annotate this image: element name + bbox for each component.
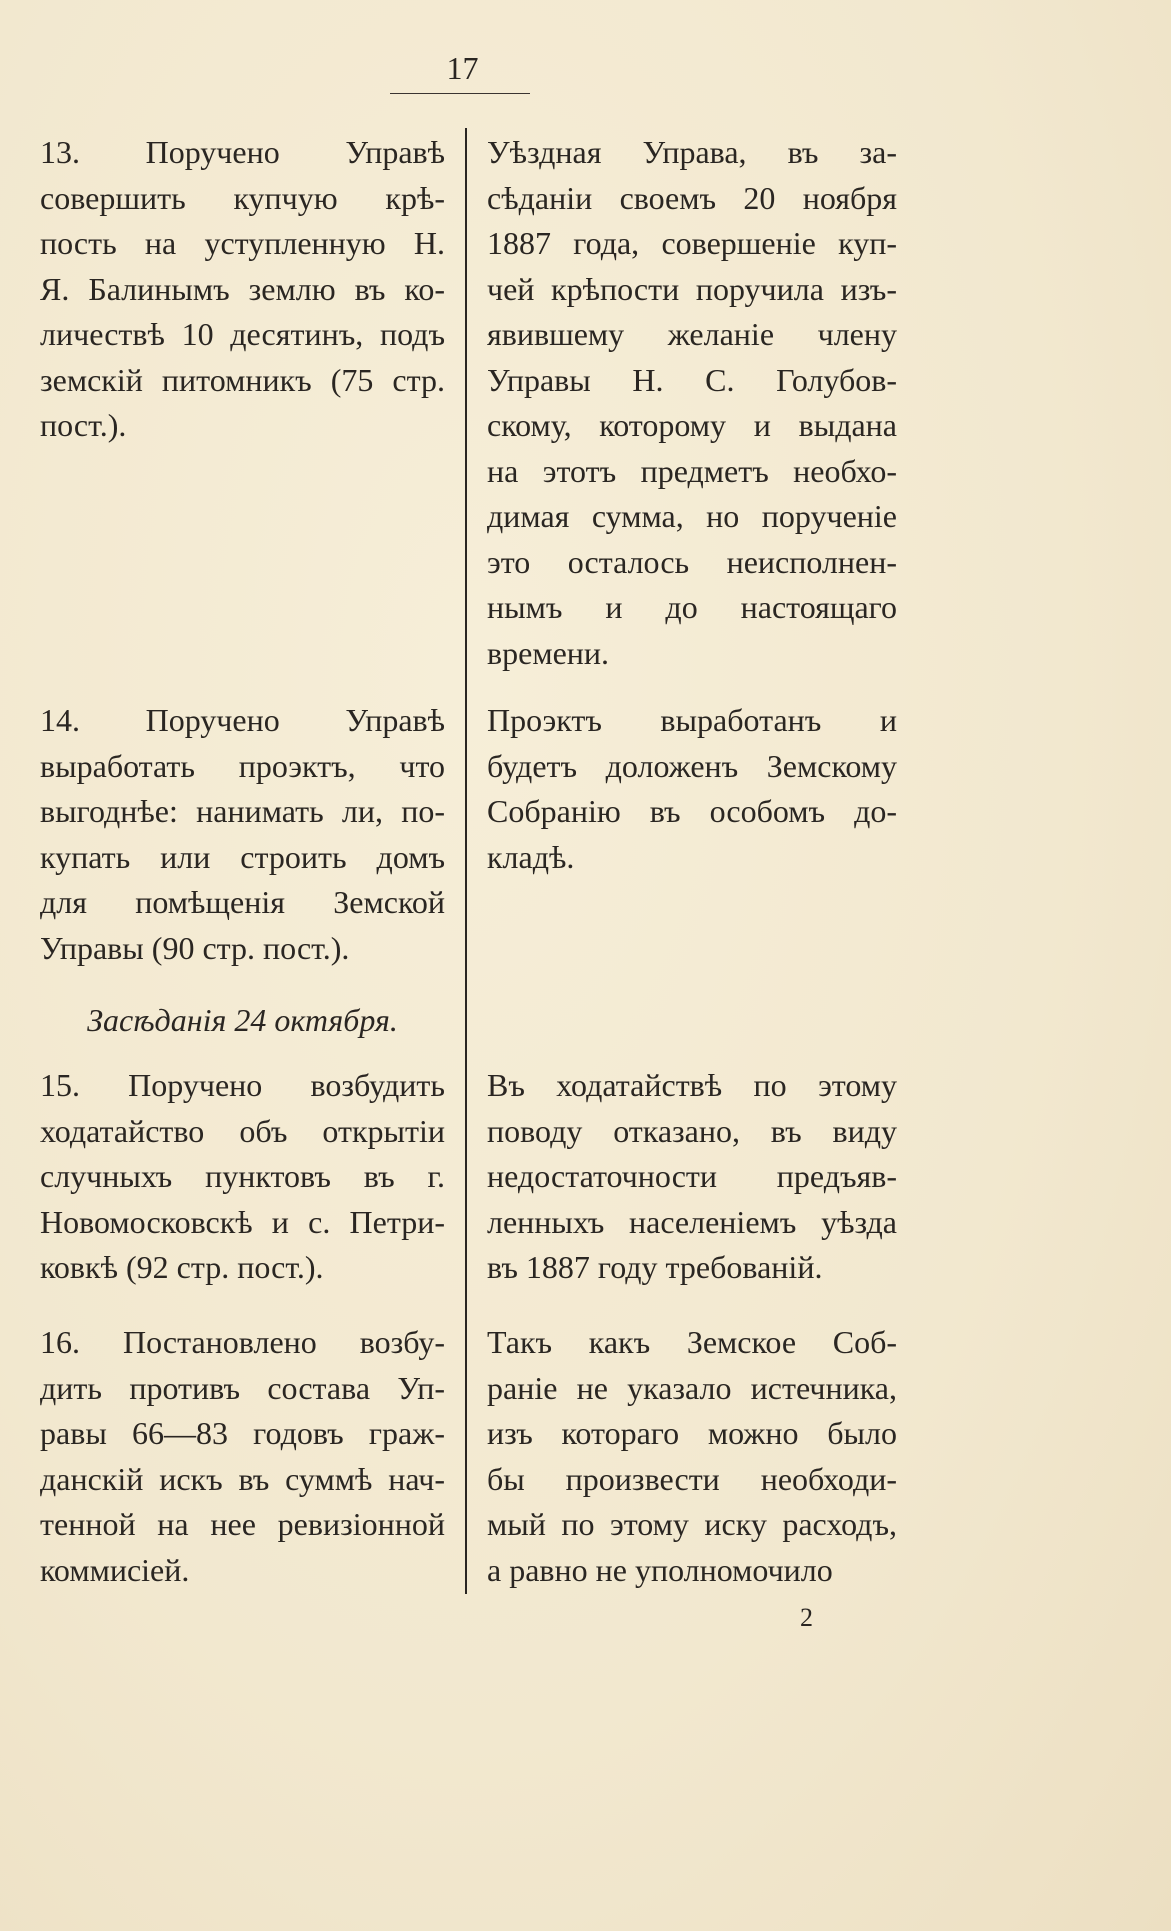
- text-line: дить противъ состава Уп-: [40, 1369, 445, 1406]
- signature-mark: 2: [800, 1603, 813, 1632]
- text-line: на этотъ предметъ необхо-: [487, 452, 897, 489]
- text-line: изъ котораго можно было: [487, 1415, 897, 1451]
- text-line: раніе не указало истечника,: [487, 1369, 897, 1406]
- text-line: 14. Поручено Управѣ: [40, 702, 445, 738]
- header-rule: [390, 93, 530, 94]
- text-line: 16. Постановлено возбу-: [40, 1324, 445, 1360]
- text-line: нымъ и до настоящаго: [487, 589, 897, 625]
- text-line: пост.).: [40, 407, 127, 443]
- text-line: бы произвести необходи-: [487, 1460, 897, 1497]
- text-line: совершить купчую крѣ-: [40, 179, 445, 216]
- left-item-15: [40, 1063, 445, 1291]
- text-line: въ 1887 году требованій.: [487, 1249, 823, 1285]
- text-line: димая сумма, но порученіе: [487, 498, 897, 534]
- text-line: выгоднѣе: нанимать ли, по-: [40, 793, 445, 829]
- session-heading: Засѣданія 24 октября.: [87, 1002, 398, 1038]
- text-line: ковкѣ (92 стр. пост.).: [40, 1249, 324, 1285]
- text-line: Управы (90 стр. пост.).: [40, 929, 350, 966]
- text-line: 15. Поручено возбудить: [40, 1067, 445, 1103]
- text-line: тенной на нее ревизіонной: [40, 1506, 445, 1542]
- column-divider: [465, 128, 467, 1594]
- text-line: сѣданіи своемъ 20 ноября: [487, 179, 897, 216]
- text-line: времени.: [487, 634, 610, 671]
- text-line: явившему желаніе члену: [487, 316, 897, 352]
- right-item-14: [487, 698, 897, 880]
- text-line: 1887 года, совершеніе куп-: [487, 225, 897, 261]
- text-line: кладѣ.: [487, 838, 575, 875]
- text-line: а равно не уполномочило: [487, 1551, 833, 1588]
- text-line: Въ ходатайствѣ по этому: [487, 1067, 897, 1103]
- left-item-14: [40, 698, 445, 971]
- text-line: это осталось неисполнен-: [487, 543, 897, 580]
- left-item-16: [40, 1320, 445, 1593]
- right-item-13: [487, 130, 897, 676]
- text-line: пость на уступленную Н.: [40, 225, 445, 261]
- text-line: ходатайство объ открытіи: [40, 1112, 445, 1149]
- text-line: коммисіей.: [40, 1551, 190, 1588]
- text-line: будетъ доложенъ Земскому: [487, 747, 897, 784]
- text-line: равы 66—83 годовъ граж-: [40, 1415, 445, 1451]
- text-line: данскій искъ въ суммѣ нач-: [40, 1460, 445, 1497]
- left-item-13: [40, 130, 445, 449]
- page-number: 17: [446, 50, 479, 86]
- text-line: Такъ какъ Земское Соб-: [487, 1324, 897, 1360]
- text-line: мый по этому иску расходъ,: [487, 1506, 897, 1542]
- text-line: выработать проэктъ, что: [40, 747, 445, 784]
- text-line: личествѣ 10 десятинъ, подъ: [40, 316, 445, 352]
- text-line: Собранію въ особомъ до-: [487, 793, 897, 829]
- text-line: чей крѣпости поручила изъ-: [487, 270, 897, 307]
- text-line: купать или строить домъ: [40, 838, 445, 875]
- text-line: Я. Балинымъ землю въ ко-: [40, 270, 445, 307]
- text-line: недостаточности предъяв-: [487, 1158, 897, 1194]
- text-line: Проэктъ выработанъ и: [487, 702, 897, 738]
- text-line: Уѣздная Управа, въ за-: [487, 134, 897, 170]
- text-line: случныхъ пунктовъ въ г.: [40, 1158, 445, 1194]
- text-line: земскій питомникъ (75 стр.: [40, 361, 445, 398]
- right-item-15: [487, 1063, 897, 1291]
- text-line: Новомосковскѣ и с. Петри-: [40, 1203, 445, 1240]
- right-item-16: [487, 1320, 897, 1593]
- text-line: скому, которому и выдана: [487, 407, 897, 443]
- text-line: 13. Поручено Управѣ: [40, 134, 445, 170]
- text-line: для помѣщенія Земской: [40, 884, 445, 920]
- text-line: поводу отказано, въ виду: [487, 1112, 897, 1149]
- text-line: Управы Н. С. Голубов-: [487, 361, 897, 398]
- text-line: ленныхъ населеніемъ уѣзда: [487, 1203, 897, 1240]
